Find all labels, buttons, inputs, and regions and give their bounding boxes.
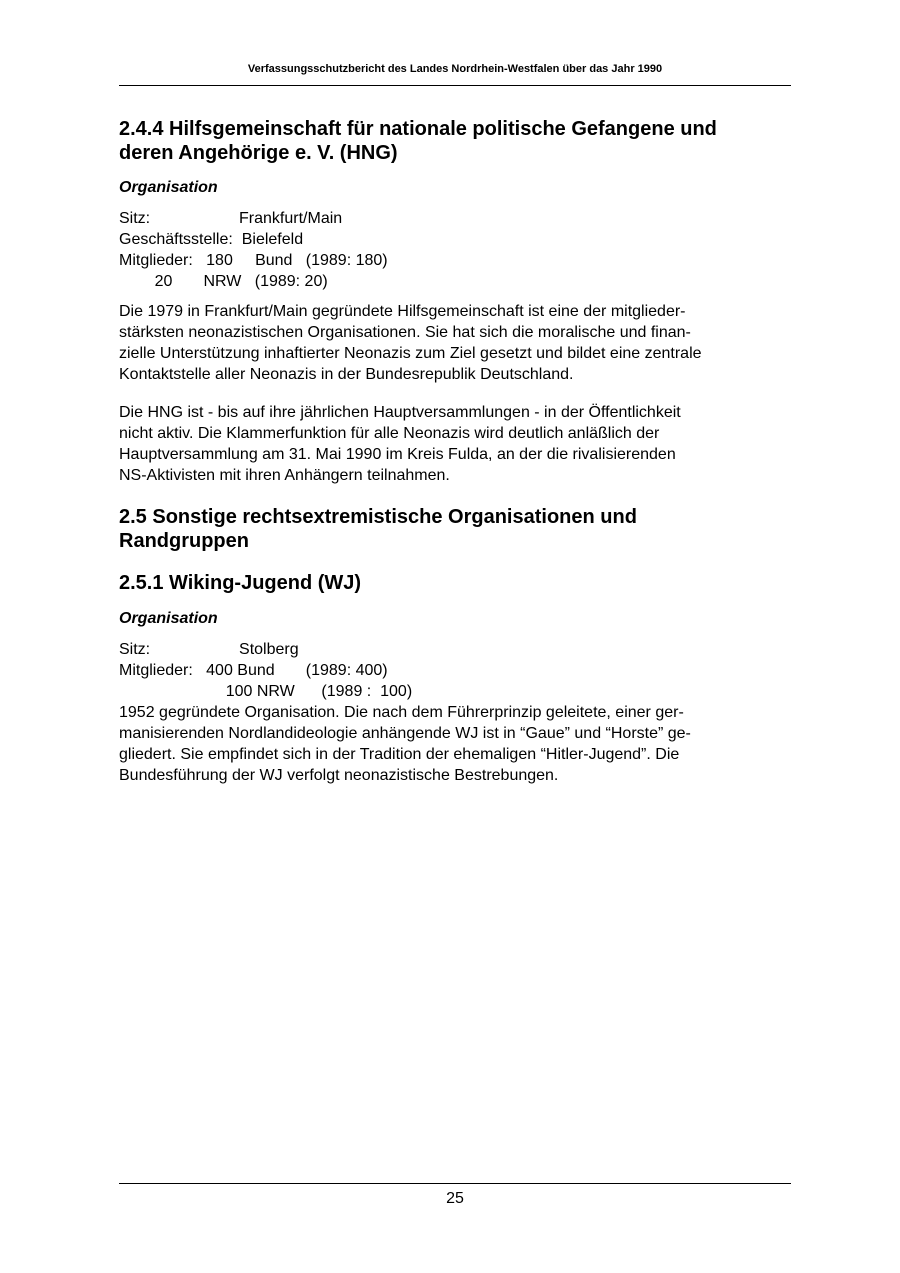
info-line: 100 NRW (1989 : 100) [119,683,413,700]
paragraph [119,702,691,786]
paragraph [119,301,702,385]
info-line: Mitglieder: 180 Bund (1989: 180) [119,252,388,269]
wj-info-block [119,639,412,702]
paragraph-line: Kontaktstelle aller Neonazis in der Bundesrepublik Deutschland. [119,366,574,383]
hng-info-block [119,208,388,292]
paragraph-line: 1952 gegründete Organisation. Die nach dem Führerprinzip geleitete, einer ger- [119,704,684,721]
organisation-label: Organisation [119,610,218,627]
info-line: 20 NRW (1989: 20) [119,273,328,290]
heading-line: Randgruppen [119,530,249,552]
page-footer [119,1183,791,1208]
info-line: Sitz: Frankfurt/Main [119,210,343,227]
paragraph-line: Die HNG ist - bis auf ihre jährlichen Hauptversammlungen - in der Öffentlichkeit [119,404,681,421]
heading-line: 2.5 Sonstige rechtsextremistische Organisationen und [119,506,637,528]
section-heading-wj: 2.5.1 Wiking-Jugend (WJ) [119,572,362,594]
paragraph-line: Die 1979 in Frankfurt/Main gegründete Hilfsgemeinschaft ist eine der mitglieder- [119,303,686,320]
page-number: 25 [446,1190,464,1207]
heading-line: deren Angehörige e. V. (HNG) [119,142,398,164]
paragraph-line: Hauptversammlung am 31. Mai 1990 im Kreis Fulda, an der die rivalisierenden [119,446,676,463]
paragraph [119,402,681,486]
paragraph-line: nicht aktiv. Die Klammerfunktion für alle Neonazis wird deutlich anläßlich der [119,425,660,442]
organisation-label: Organisation [119,179,218,196]
section-heading-sonstige [119,505,637,553]
info-line: Sitz: Stolberg [119,641,299,658]
info-line: Mitglieder: 400 Bund (1989: 400) [119,662,388,679]
paragraph-line: manisierenden Nordlandideologie anhängende WJ ist in “Gaue” und “Horste” ge- [119,725,691,742]
info-line: Geschäftsstelle: Bielefeld [119,231,304,248]
paragraph-line: NS-Aktivisten mit ihren Anhängern teilnahmen. [119,467,450,484]
running-header: Verfassungsschutzbericht des Landes Nordrhein-Westfalen über das Jahr 1990 [119,63,791,86]
heading-line: 2.4.4 Hilfsgemeinschaft für nationale politische Gefangene und [119,118,717,140]
paragraph-line: zielle Unterstützung inhaftierter Neonazis zum Ziel gesetzt und bildet eine zentrale [119,345,702,362]
paragraph-line: gliedert. Sie empfindet sich in der Tradition der ehemaligen “Hitler-Jugend”. Die [119,746,680,763]
paragraph-line: stärksten neonazistischen Organisationen. Sie hat sich die moralische und finan- [119,324,691,341]
section-heading-hng [119,117,717,165]
paragraph-line: Bundesführung der WJ verfolgt neonazistische Bestrebungen. [119,767,559,784]
